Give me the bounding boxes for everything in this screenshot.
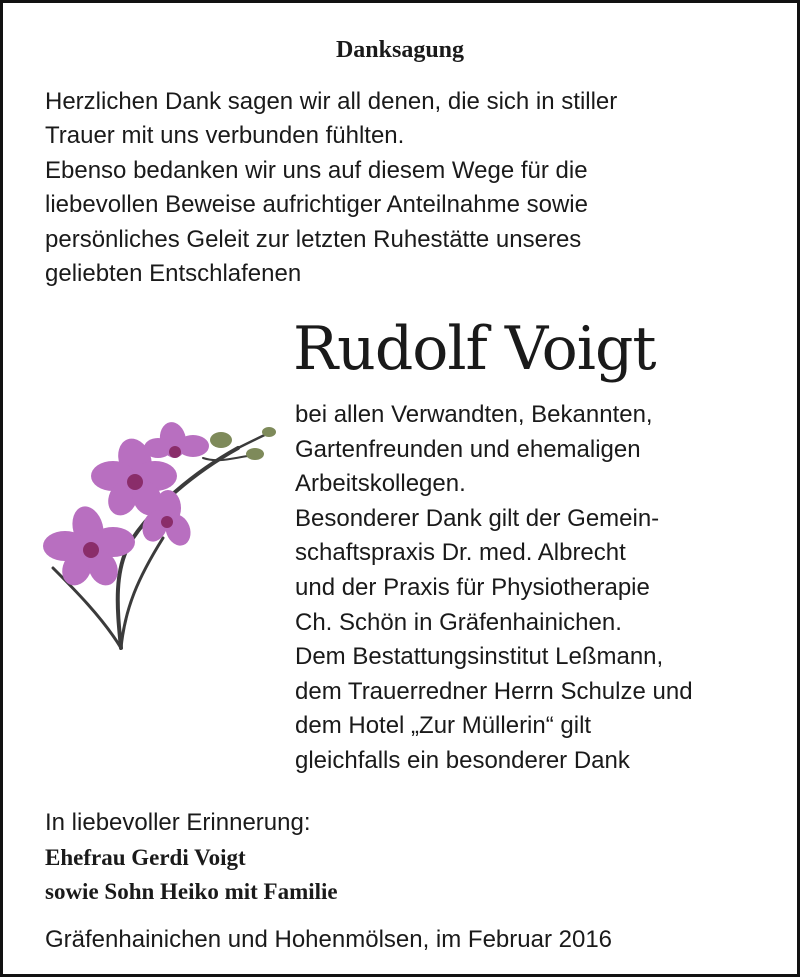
thanks-line: dem Trauerredner Herrn Schulze und: [295, 677, 693, 705]
family-signature: [45, 841, 338, 909]
place-date: Gräfenhainichen und Hohenmölsen, im Februar 2016: [45, 926, 613, 953]
intro-line: Herzlichen Dank sagen wir all denen, die sich in stiller: [45, 88, 618, 115]
orchid-bloom: [43, 420, 209, 590]
family-line: Ehefrau Gerdi Voigt: [45, 845, 246, 870]
thanks-line: Gartenfreunden und ehemaligen: [295, 435, 641, 463]
page-title: Danksagung: [335, 37, 465, 63]
deceased-name: Rudolf Voigt: [293, 314, 656, 384]
thanks-line: schaftspraxis Dr. med. Albrecht: [295, 539, 626, 567]
thanks-line: Besonderer Dank gilt der Gemein-: [295, 504, 660, 532]
intro-line: persönliches Geleit zur letzten Ruhestätte unseres: [45, 225, 582, 253]
thanks-line: und der Praxis für Physiotherapie: [295, 573, 650, 601]
orchid-flower-icon: [43, 418, 278, 658]
intro-line: Trauer mit uns verbunden fühlten.: [45, 122, 405, 150]
intro-text: [45, 85, 765, 291]
thanks-line: Dem Bestattungsinstitut Leßmann,: [295, 643, 664, 671]
intro-line: Ebenso bedanken wir uns auf diesem Wege für die: [45, 156, 588, 184]
thanks-line: bei allen Verwandten, Bekannten,: [295, 401, 653, 428]
intro-line: liebevollen Beweise aufrichtiger Anteilnahme sowie: [45, 191, 588, 219]
thanks-line: dem Hotel „Zur Müllerin“ gilt: [295, 712, 592, 740]
thanks-line: Ch. Schön in Gräfenhainichen.: [295, 608, 622, 636]
thanks-text: [295, 398, 775, 779]
intro-line: geliebten Entschlafenen: [45, 260, 302, 288]
thanks-line: gleichfalls ein besonderer Dank: [295, 746, 630, 774]
thanks-line: Arbeitskollegen.: [295, 470, 466, 498]
memory-label: In liebevoller Erinnerung:: [45, 809, 311, 836]
family-line: sowie Sohn Heiko mit Familie: [45, 879, 338, 904]
